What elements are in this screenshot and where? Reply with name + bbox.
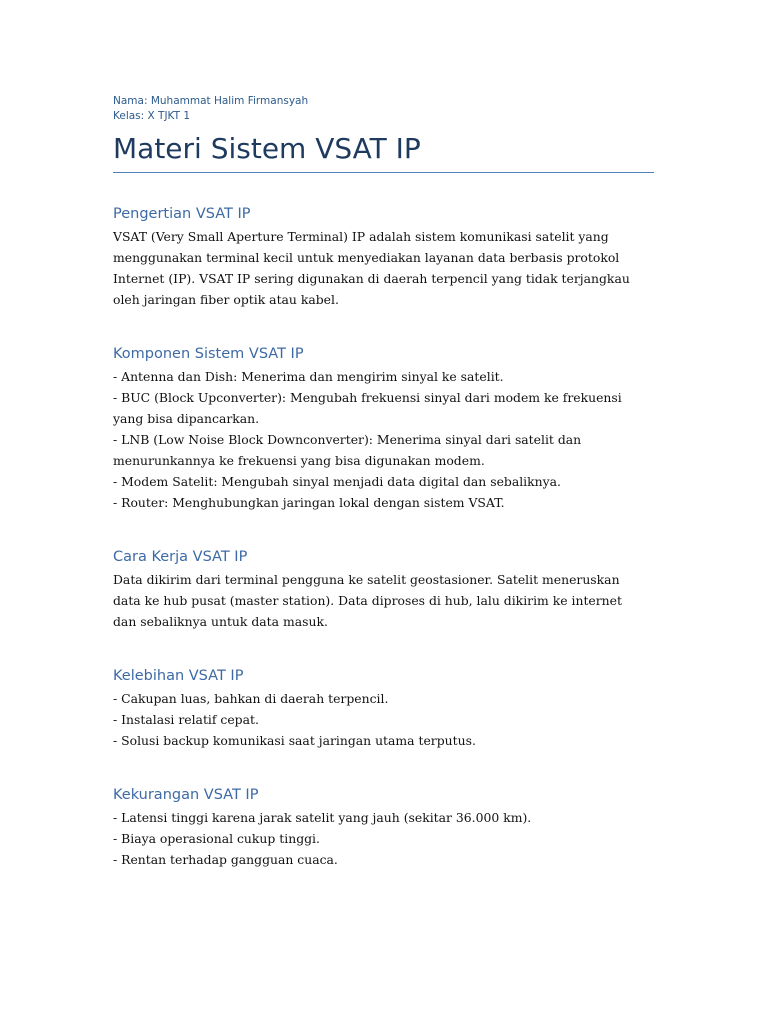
- list-item: menurunkannya ke frekuensi yang bisa digunakan modem.: [113, 453, 485, 468]
- section-kelebihan: [113, 666, 654, 751]
- title-underline: [113, 172, 654, 173]
- section-heading-pengertian: Pengertian VSAT IP: [113, 206, 251, 222]
- kelebihan-list: [113, 688, 654, 751]
- student-name: Nama: Muhammat Halim Firmansyah: [113, 95, 309, 107]
- section-heading-kelebihan: Kelebihan VSAT IP: [113, 668, 244, 684]
- list-item: - Antenna dan Dish: Menerima dan mengirim sinyal ke satelit.: [113, 369, 504, 384]
- document-page: [113, 94, 654, 867]
- section-cara-kerja: [113, 547, 654, 632]
- paragraph-pengertian: [113, 226, 654, 310]
- list-item: - Biaya operasional cukup tinggi.: [113, 831, 320, 846]
- paragraph-line: Data dikirim dari terminal pengguna ke satelit geostasioner. Satelit meneruskan: [113, 572, 620, 587]
- section-komponen: [113, 344, 654, 513]
- paragraph-line: data ke hub pusat (master station). Data diproses di hub, lalu dikirim ke internet: [113, 593, 622, 608]
- list-item: - Cakupan luas, bahkan di daerah terpencil.: [113, 691, 389, 706]
- list-item: - LNB (Low Noise Block Downconverter): Menerima sinyal dari satelit dan: [113, 432, 582, 447]
- kekurangan-list: [113, 807, 654, 870]
- student-class: Kelas: X TJKT 1: [113, 110, 191, 122]
- page-title: Materi Sistem VSAT IP: [113, 132, 421, 165]
- paragraph-line: VSAT (Very Small Aperture Terminal) IP adalah sistem komunikasi satelit yang: [113, 229, 609, 244]
- list-item: - Rentan terhadap gangguan cuaca.: [113, 852, 338, 867]
- komponen-list: [113, 366, 654, 513]
- list-item: - Instalasi relatif cepat.: [113, 712, 259, 727]
- section-pengertian: [113, 204, 654, 310]
- list-item: - Latensi tinggi karena jarak satelit yang jauh (sekitar 36.000 km).: [113, 810, 532, 825]
- list-item: yang bisa dipancarkan.: [113, 411, 260, 426]
- paragraph-line: oleh jaringan fiber optik atau kabel.: [113, 292, 339, 307]
- paragraph-cara-kerja: [113, 569, 654, 632]
- list-item: - Router: Menghubungkan jaringan lokal dengan sistem VSAT.: [113, 495, 505, 510]
- paragraph-line: dan sebaliknya untuk data masuk.: [113, 614, 328, 629]
- paragraph-line: menggunakan terminal kecil untuk menyediakan layanan data berbasis protokol: [113, 250, 620, 265]
- list-item: - Modem Satelit: Mengubah sinyal menjadi data digital dan sebaliknya.: [113, 474, 561, 489]
- section-heading-komponen: Komponen Sistem VSAT IP: [113, 346, 304, 362]
- list-item: - BUC (Block Upconverter): Mengubah frekuensi sinyal dari modem ke frekuensi: [113, 390, 622, 405]
- list-item: - Solusi backup komunikasi saat jaringan utama terputus.: [113, 733, 476, 748]
- section-kekurangan: [113, 785, 654, 870]
- section-heading-cara-kerja: Cara Kerja VSAT IP: [113, 549, 248, 565]
- paragraph-line: Internet (IP). VSAT IP sering digunakan di daerah terpencil yang tidak terjangkau: [113, 271, 630, 286]
- section-heading-kekurangan: Kekurangan VSAT IP: [113, 787, 259, 803]
